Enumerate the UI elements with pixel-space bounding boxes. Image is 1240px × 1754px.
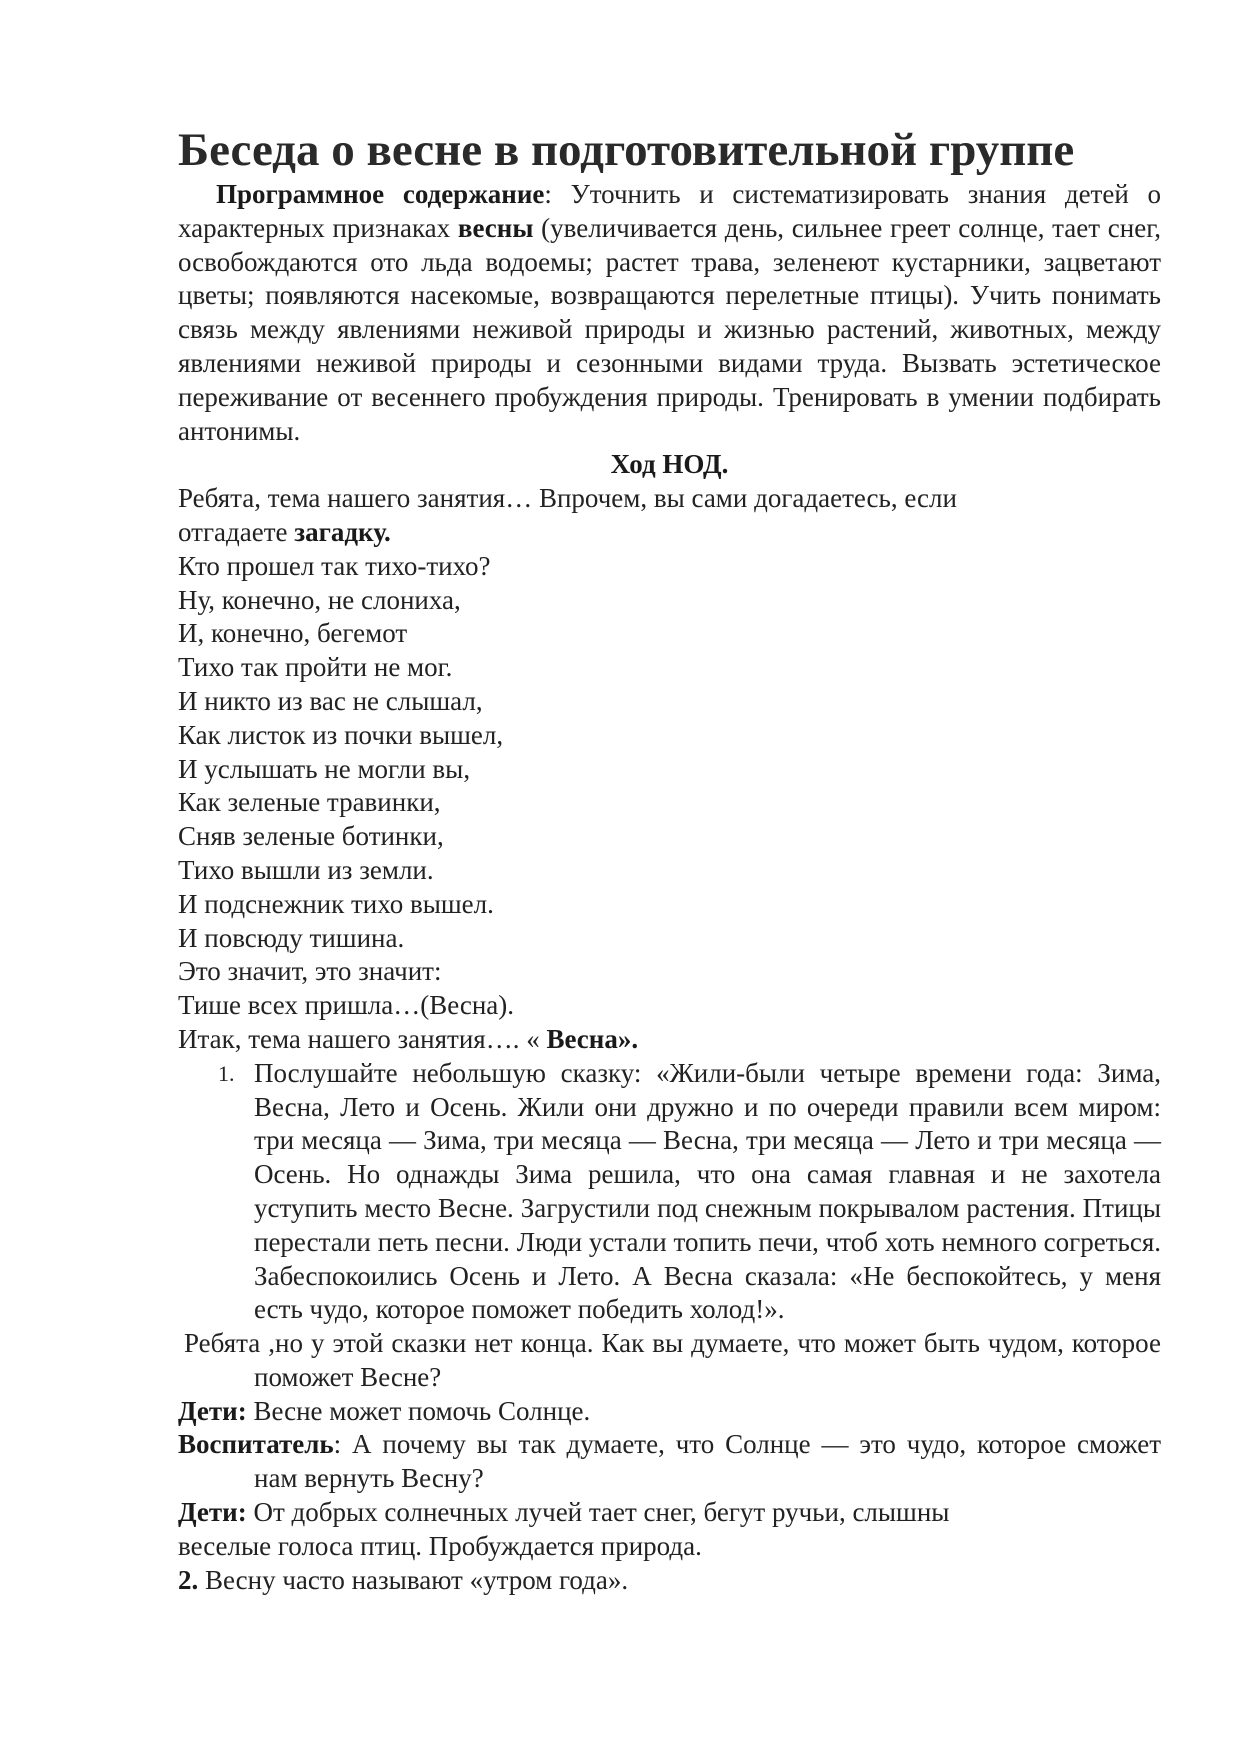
riddle-line: Тише всех пришла…(Весна).	[178, 990, 515, 1021]
dialog-children-2	[178, 1496, 1161, 1564]
list-item-2	[178, 1564, 1161, 1598]
riddle-line: Это значит, это значит:	[178, 956, 442, 987]
speaker-label: Дети:	[178, 1395, 247, 1426]
riddle-line: И никто из вас не слышал,	[178, 685, 483, 716]
fairy-tale-text: Послушайте небольшую сказку: «Жили-были четыре времени года: Зима, Весна, Лето и Осень. Жили они дружно и по очереди правили всем миром: три месяца — Зима, три месяца — Весна, три месяца — Лето и три месяца — Осень. Но однажды Зима решила, что она самая главная и не захотела уступить место Весне. Загрустили под снежным покрывалом растения. Птицы перестали петь песни. Люди устали топить печи, чтоб хоть немного согреться. Забеспокоились Осень и Лето. А Весна сказала: «Не беспокойтесь, у меня есть чудо, которое поможет победить холод!».	[254, 1057, 1161, 1325]
intro-line-1: Ребята, тема нашего занятия… Впрочем, вы сами догадаетесь, если	[178, 483, 957, 514]
program-text-2: (увеличивается день, сильнее греет солнце, тает снег, освобождаются ото льда водоемы; растет трава, зеленеют кустарники, зацветают цветы; появляются насекомые, возвращаются перелетные птицы). Учить понимать связь между явлениями неживой природы и жизнью растений, животных, между явлениями неживой природы и сезонными видами труда. Вызвать эстетическое переживание от весеннего пробуждения природы. Тренировать в умении подбирать антонимы.	[178, 212, 1161, 446]
riddle-line: Ну, конечно, не слониха,	[178, 584, 461, 615]
dialog-children-1	[178, 1395, 1161, 1429]
intro-paragraph	[178, 482, 1161, 550]
question-paragraph: Ребята ,но у этой сказки нет конца. Как вы думаете, что может быть чудом, которое поможет Весне?	[184, 1328, 1161, 1392]
theme-text: Итак, тема нашего занятия…. «	[178, 1023, 547, 1054]
program-content-paragraph	[178, 178, 1161, 448]
riddle-line: Как листок из почки вышел,	[178, 719, 504, 750]
dialog-teacher	[178, 1428, 1161, 1496]
list-number: 2.	[178, 1564, 199, 1595]
list-number: 1.	[218, 1060, 235, 1086]
theme-line	[178, 1023, 1161, 1057]
dialog-text: От добрых солнечных лучей тает снег, бегут ручьи, слышны веселые голоса птиц. Пробуждается природа.	[178, 1497, 950, 1561]
riddle-bold-word: загадку.	[294, 516, 391, 547]
spring-bold-word: весны	[457, 212, 534, 243]
riddle-line: Кто прошел так тихо-тихо?	[178, 550, 491, 581]
document-page	[178, 122, 1161, 1597]
intro-line-2-text: отгадаете	[178, 516, 295, 547]
riddle-line: И подснежник тихо вышел.	[178, 888, 494, 919]
theme-bold: Весна».	[546, 1023, 639, 1054]
section-heading	[178, 448, 1161, 482]
riddle-line: Тихо вышли из земли.	[178, 854, 434, 885]
dialog-text: Весне может помочь Солнце.	[246, 1395, 591, 1426]
list-item-1	[178, 1057, 1161, 1327]
riddle-line: И повсюду тишина.	[178, 922, 405, 953]
intro-line-2	[178, 516, 1161, 550]
speaker-label: Дети:	[178, 1497, 247, 1528]
riddle-line: Сняв зеленые ботинки,	[178, 821, 444, 852]
riddle-line: Как зеленые травинки,	[178, 787, 441, 818]
riddle-poem	[178, 550, 1161, 1023]
speaker-label: Воспитатель	[178, 1429, 334, 1460]
item-2-text: Весну часто называют «утром года».	[198, 1564, 629, 1595]
program-content-label: Программное содержание	[216, 179, 545, 209]
riddle-line: И, конечно, бегемот	[178, 618, 408, 649]
section-heading-text: Ход НОД.	[610, 449, 729, 480]
riddle-line: Тихо так пройти не мог.	[178, 652, 453, 683]
dialog-text: : А почему вы так думаете, что Солнце — это чудо, которое сможет нам вернуть Весну?	[254, 1429, 1161, 1494]
document-title: Беседа о весне в подготовительной группе	[178, 124, 1075, 176]
riddle-line: И услышать не могли вы,	[178, 753, 471, 784]
program-text-1: : Уточнить и систематизировать знания детей о характерных признаках	[178, 179, 1161, 243]
